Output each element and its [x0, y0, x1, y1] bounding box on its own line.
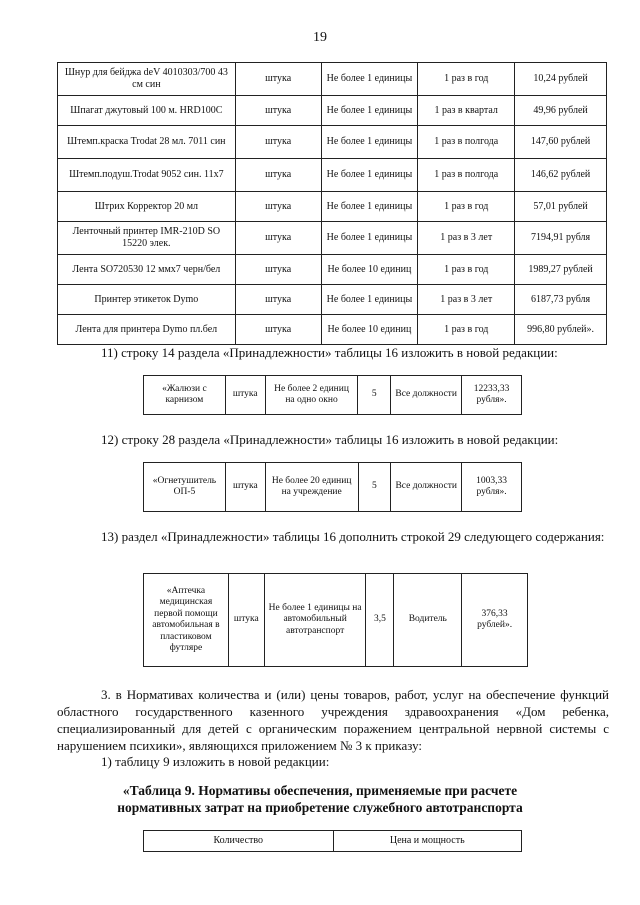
table-cell: Не более 20 единиц на учреждение [265, 463, 358, 512]
table-cell: 3,5 [366, 574, 394, 667]
row-14-table [143, 375, 522, 415]
table-row [144, 574, 528, 667]
table-cell: 7194,91 рубля [515, 222, 607, 255]
table-cell: Штемп.подуш.Trodat 9052 син. 11х7 [58, 159, 236, 192]
table-cell: Не более 1 единицы [321, 285, 418, 315]
table-cell: Не более 1 единицы [321, 126, 418, 159]
table-cell: 147,60 рублей [515, 126, 607, 159]
table-row [58, 63, 607, 96]
table-cell: Не более 1 единицы на автомобильный автотранспорт [264, 574, 366, 667]
table-cell: 996,80 рублей». [515, 315, 607, 345]
table-row [58, 222, 607, 255]
table-cell: 146,62 рублей [515, 159, 607, 192]
table-cell: 5 [358, 463, 391, 512]
table-cell: штука [235, 159, 321, 192]
item-12-text: 12) строку 28 раздела «Принадлежности» таблицы 16 изложить в новой редакции: [101, 432, 559, 447]
row-28-table [143, 462, 522, 512]
table-cell: Штемп.краска Trodat 28 мл. 7011 син [58, 126, 236, 159]
table-cell: 49,96 рублей [515, 96, 607, 126]
table-cell: Шпагат джутовый 100 м. HRD100C [58, 96, 236, 126]
row-29-table [143, 573, 528, 667]
table-cell: штука [235, 96, 321, 126]
item-13-text: 13) раздел «Принадлежности» таблицы 16 дополнить строкой 29 следующего содержания: [101, 529, 605, 544]
table-cell: штука [235, 285, 321, 315]
table-cell: 1 раз в год [418, 315, 515, 345]
table-row [58, 126, 607, 159]
table-cell: Штрих Корректор 20 мл [58, 192, 236, 222]
table-cell: штука [228, 574, 264, 667]
item-3-sub-1: 1) таблицу 9 изложить в новой редакции: [101, 754, 330, 769]
table-cell: 12233,33 рубля». [462, 376, 522, 415]
table-row [58, 192, 607, 222]
table-cell: Шнур для бейджа deV 4010303/700 43 см син [58, 63, 236, 96]
table-cell: Не более 10 единиц [321, 315, 418, 345]
table-cell: 376,33 рублей». [462, 574, 528, 667]
table-cell: штука [225, 376, 265, 415]
table-9-title: «Таблица 9. Нормативы обеспечения, применяемые при расчете нормативных затрат на приобретение служебного автотранспорта [117, 783, 523, 815]
table-9 [143, 830, 522, 852]
table-cell: 1 раз в полгода [418, 126, 515, 159]
table-cell: Не более 1 единицы [321, 63, 418, 96]
table-cell: 1989,27 рублей [515, 255, 607, 285]
table-cell: штука [235, 315, 321, 345]
table-cell: 1 раз в год [418, 192, 515, 222]
header-price-power: Цена и мощность [333, 831, 522, 852]
table-cell: 1 раз в полгода [418, 159, 515, 192]
table-cell: Не более 1 единицы [321, 192, 418, 222]
table-row [58, 96, 607, 126]
table-cell: Не более 1 единицы [321, 96, 418, 126]
table-cell: штука [235, 63, 321, 96]
table-cell: штука [235, 255, 321, 285]
table-cell: Не более 2 единиц на одно окно [265, 376, 358, 415]
table-cell: Принтер этикеток Dymo [58, 285, 236, 315]
table-cell: Не более 1 единицы [321, 222, 418, 255]
table-cell: «Жалюзи с карнизом [144, 376, 226, 415]
item-11-text: 11) строку 14 раздела «Принадлежности» таблицы 16 изложить в новой редакции: [101, 345, 558, 360]
table-cell: Лента SO720530 12 ммх7 черн/бел [58, 255, 236, 285]
table-cell: 5 [358, 376, 391, 415]
table-cell: «Огнетушитель ОП-5 [144, 463, 226, 512]
header-quantity: Количество [144, 831, 334, 852]
table-row [58, 285, 607, 315]
table-row [58, 315, 607, 345]
table-row [144, 463, 522, 512]
table-cell: 1 раз в год [418, 255, 515, 285]
table-cell: 10,24 рублей [515, 63, 607, 96]
table-cell: штука [235, 222, 321, 255]
table-cell: штука [235, 126, 321, 159]
table-cell: Все должности [391, 376, 462, 415]
table-cell: 6187,73 рубля [515, 285, 607, 315]
table-cell: 1 раз в 3 лет [418, 285, 515, 315]
table-cell: Все должности [391, 463, 462, 512]
table-cell: 1 раз в 3 лет [418, 222, 515, 255]
table-cell: Не более 1 единицы [321, 159, 418, 192]
table-cell: штука [235, 192, 321, 222]
table-cell: 57,01 рублей [515, 192, 607, 222]
table-row [58, 255, 607, 285]
table-cell: штука [225, 463, 265, 512]
table-row [144, 376, 522, 415]
table-cell: Не более 10 единиц [321, 255, 418, 285]
table-cell: 1003,33 рубля». [462, 463, 522, 512]
table-cell: Ленточный принтер IMR-210D SO 15220 элек. [58, 222, 236, 255]
item-3-text: 3. в Нормативах количества и (или) цены товаров, работ, услуг на обеспечение функций областного государственного казенного учреждения здравоохранения «Дом ребенка, специализированный для детей с органическим поражением центральной нервной системы с нарушением психики», являющихся приложением № 3 к приказу: [57, 687, 609, 753]
table-cell: Водитель [394, 574, 462, 667]
table-row [58, 159, 607, 192]
supplies-table [57, 62, 607, 345]
table-cell: 1 раз в год [418, 63, 515, 96]
table-cell: «Аптечка медицинская первой помощи автомобильная в пластиковом футляре [144, 574, 229, 667]
page-number: 19 [313, 30, 327, 45]
table-cell: Лента для принтера Dymo пл.бел [58, 315, 236, 345]
table-cell: 1 раз в квартал [418, 96, 515, 126]
